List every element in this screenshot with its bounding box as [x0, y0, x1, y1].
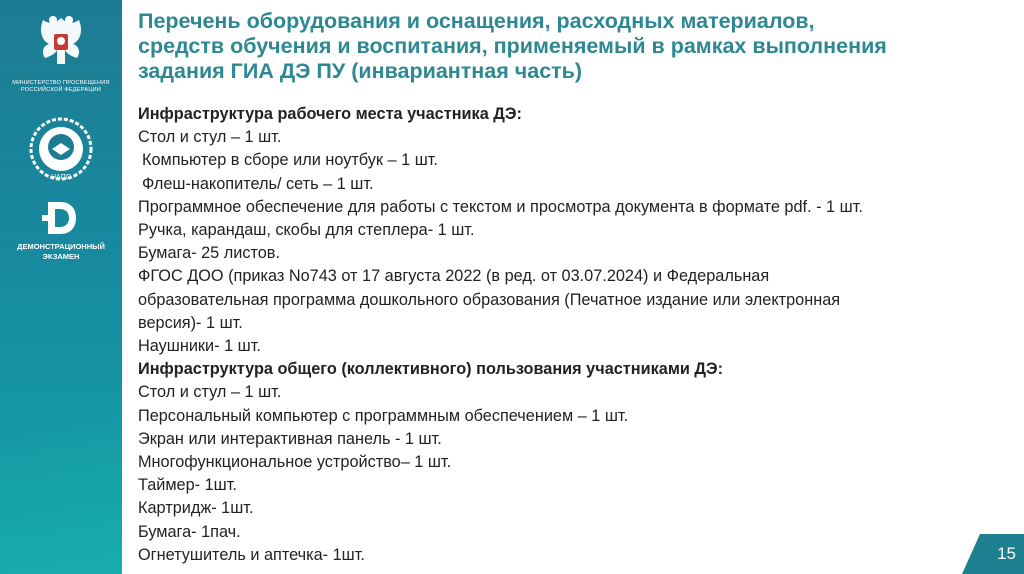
npo-logo-icon: [25, 113, 97, 185]
list-item: образовательная программа дошкольного образования (Печатное издание или электронная: [138, 290, 841, 309]
list-item: Многофункциональное устройство– 1 шт.: [138, 453, 452, 472]
demo-exam-caption: [4, 242, 118, 262]
ministry-line: МИНИСТЕРСТВО ПРОСВЕЩЕНИЯ: [12, 80, 110, 86]
coat-of-arms-icon: [27, 10, 95, 78]
list-item: Картридж- 1шт.: [138, 499, 254, 518]
npo-text: НАПО: [50, 174, 72, 181]
list-item: Флеш-накопитель/ сеть – 1 шт.: [142, 174, 374, 193]
list-item: Бумага- 1пач.: [138, 522, 241, 541]
ministry-line: РОССИЙСКОЙ ФЕДЕРАЦИИ: [20, 87, 101, 93]
title-line: Перечень оборудования и оснащения, расходных материалов,: [138, 9, 815, 33]
section-heading: Инфраструктура рабочего места участника ДЭ:: [138, 105, 522, 123]
list-item: Огнетушитель и аптечка- 1шт.: [138, 545, 365, 564]
list-item: версия)- 1 шт.: [138, 313, 243, 332]
title-line: задания ГИА ДЭ ПУ (инвариантная часть): [138, 59, 583, 83]
demo-exam-line: ЭКЗАМЕН: [42, 252, 80, 261]
list-item: ФГОС ДОО (приказ No743 от 17 августа 2022 (в ред. от 03.07.2024) и Федеральная: [138, 267, 770, 286]
list-item: Бумага- 25 листов.: [138, 244, 280, 263]
ministry-caption: [4, 80, 118, 94]
section-heading: Инфраструктура общего (коллективного) пользования участниками ДЭ:: [138, 360, 724, 379]
page-number-badge: [962, 534, 1024, 574]
page-title: [138, 9, 1008, 84]
demo-exam-logo-icon: [42, 198, 80, 238]
page-number: 15: [997, 544, 1016, 563]
badge-corner: [962, 534, 980, 574]
list-item: Таймер- 1шт.: [138, 476, 237, 495]
list-item: Экран или интерактивная панель - 1 шт.: [138, 429, 442, 448]
list-item: Программное обеспечение для работы с текстом и просмотра документа в формате pdf. - 1 шт.: [138, 197, 863, 216]
list-item: Ручка, карандаш, скобы для степлера- 1 шт.: [138, 221, 475, 240]
equipment-list: [138, 103, 1018, 567]
title-line: средств обучения и воспитания, применяемый в рамках выполнения: [138, 34, 887, 58]
demo-exam-line: ДЕМОНСТРАЦИОННЫЙ: [17, 242, 105, 251]
list-item: Стол и стул – 1 шт.: [138, 128, 282, 147]
list-item: Компьютер в сборе или ноутбук – 1 шт.: [142, 151, 438, 170]
list-item: Стол и стул – 1 шт.: [138, 383, 282, 402]
list-item: Персональный компьютер с программным обеспечением – 1 шт.: [138, 406, 629, 425]
list-item: Наушники- 1 шт.: [138, 337, 261, 356]
sidebar: [0, 0, 122, 574]
sidebar-gradient: [0, 314, 122, 574]
